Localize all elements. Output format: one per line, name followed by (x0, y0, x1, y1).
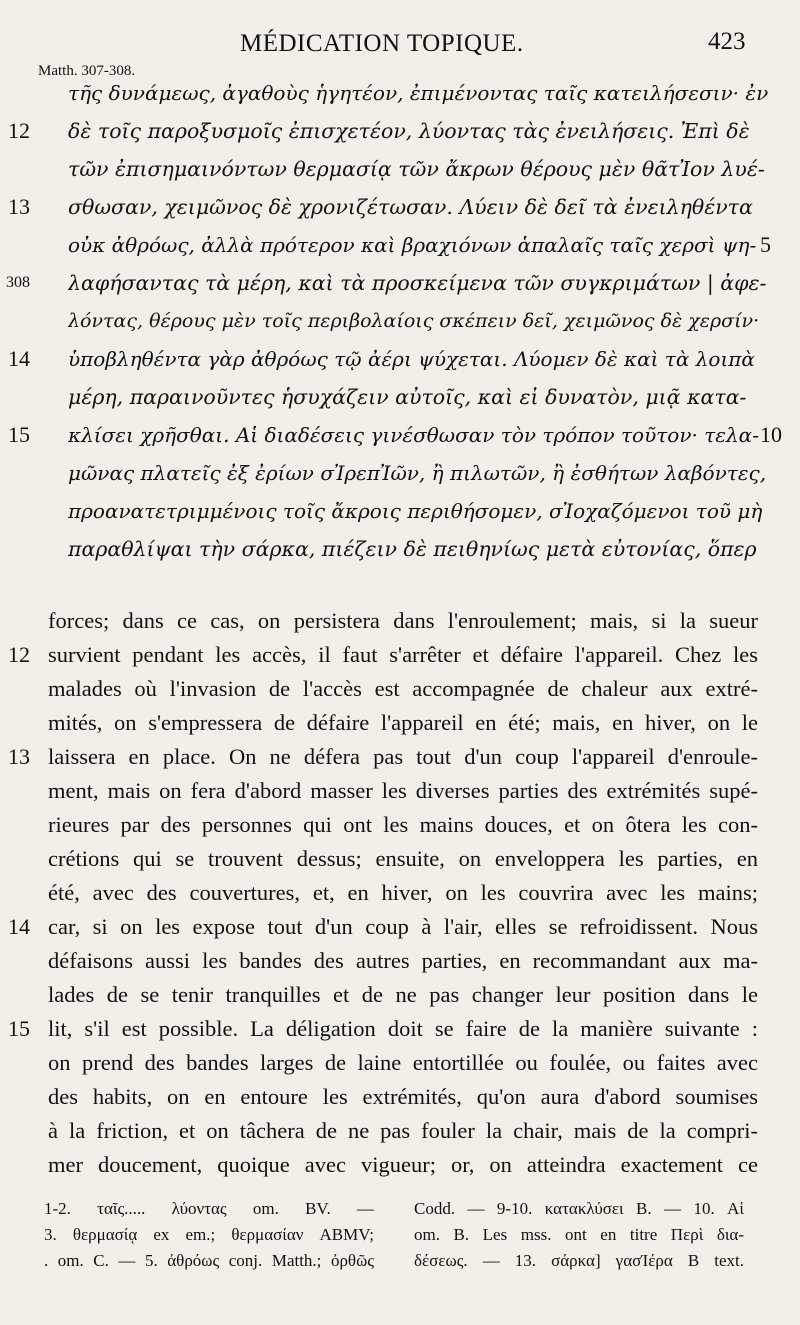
footnote-line: . om. C. — 5. ἀθρόως conj. Matth.; ὀρθῶς (44, 1251, 374, 1270)
french-line: mités, on s'empressera de défaire l'appareil en été; mais, en hiver, on le (48, 710, 758, 735)
french-line: lades de se tenir tranquilles et de ne pas changer leur position dans le (48, 982, 758, 1007)
section-number: 15 (8, 1016, 30, 1041)
french-line: lit, s'il est possible. La déligation doit se faire de la manière suivante : (48, 1016, 758, 1041)
page-number: 423 (708, 28, 746, 55)
french-line: malades où l'invasion de l'accès est accompagnée de chaleur aux extré- (48, 676, 758, 701)
greek-line: μῶνας πλατεῖς ἐξ ἐρίων σἸρεπἸῶν, ἢ πιλωτῶν, ἢ ἐσθήτων λαβόντες, (68, 461, 767, 485)
matthaei-page-reference: Matth. 307-308. (38, 63, 136, 79)
french-line: survient pendant les accès, il faut s'arrêter et défaire l'appareil. Chez les (48, 642, 758, 667)
section-number: 13 (8, 194, 30, 219)
section-number: 12 (8, 118, 30, 143)
section-number: 12 (8, 642, 30, 667)
footnote-line: 3. θερμασίᾳ ex em.; θερμασίαν ABMV; (44, 1225, 374, 1244)
greek-line: τῆς δυνάμεως, ἀγαθοὺς ἡγητέον, ἐπιμένοντας ταῖς κατειλήσεσιν· ἐν (68, 81, 768, 105)
footnote-column-right (414, 1196, 744, 1274)
french-line: ment, mais on fera d'abord masser les diverses parties des extrémités supé- (48, 778, 758, 803)
section-number: 15 (8, 422, 30, 447)
footnote-line: Codd. — 9-10. κατακλύσει B. — 10. Αἱ (414, 1199, 744, 1218)
french-line: crétions qui se trouvent dessus; ensuite, on enveloppera les parties, en (48, 846, 758, 871)
section-number: 14 (8, 346, 30, 371)
line-number: 10 (760, 422, 782, 447)
french-line: mer doucement, quoique avec vigueur; or, on atteindra exactement ce (48, 1152, 758, 1177)
greek-line: παραθλίψαι τὴν σάρκα, πιέζειν δὲ πειθηνίως μετὰ εὐτονίας, ὅπερ (68, 537, 757, 561)
line-number: 5 (760, 232, 771, 257)
greek-line: κλίσει χρῆσθαι. Αἱ διαδέσεις γινέσθωσαν τὸν τρόπον τοῦτον· τελα- (68, 423, 759, 447)
running-head (0, 26, 800, 60)
footnote-line: δέσεως. — 13. σάρκα] γασΊέρα B text. (414, 1251, 744, 1270)
page-title: MÉDICATION TOPIQUE. (240, 30, 524, 57)
section-number: 14 (8, 914, 30, 939)
greek-line: ὑποβληθέντα γὰρ ἀθρόως τῷ ἀέρι ψύχεται. Λύομεν δὲ καὶ τὰ λοιπὰ (68, 347, 755, 371)
french-line: laissera en place. On ne défera pas tout d'un coup l'appareil d'enroule- (48, 744, 758, 769)
greek-line: δὲ τοῖς παροξυσμοῖς ἐπισχετέον, λύοντας τὰς ἐνειλήσεις. Ἐπὶ δὲ (68, 119, 750, 143)
greek-line: λόντας, θέρους μὲν τοῖς περιβολαίοις σκέπειν δεῖ, χειμῶνος δὲ χερσίν· (68, 310, 760, 332)
french-line: défaisons aussi les bandes des autres parties, en recommandant aux ma- (48, 948, 758, 973)
greek-line: οὐκ ἀθρόως, ἀλλὰ πρότερον καὶ βραχιόνων ἁπαλαῖς ταῖς χερσὶ ψη- (68, 233, 757, 257)
french-line: à la friction, et on tâchera de ne pas fouler la chair, mais de la compri- (48, 1118, 758, 1143)
matthaei-page-marker: 308 (6, 274, 30, 291)
footnote-line: 1-2. ταῖς..... λύοντας om. BV. — (44, 1199, 374, 1218)
greek-line: προανατετριμμένοις τοῖς ἄκροις περιθήσομεν, σἸοχαζόμενοι τοῦ μὴ (68, 499, 763, 523)
french-line: été, avec des couvertures, et, en hiver, on les couvrira avec les mains; (48, 880, 758, 905)
greek-line: σθωσαν, χειμῶνος δὲ χρονιζέτωσαν. Λύειν δὲ δεῖ τὰ ἐνειληθέντα (68, 195, 753, 219)
french-line: on prend des bandes larges de laine entortillée ou foulée, ou faites avec (48, 1050, 758, 1075)
footnote-column-left (44, 1196, 374, 1274)
section-number: 13 (8, 744, 30, 769)
greek-line: τῶν ἐπισημαινόντων θερμασίᾳ τῶν ἄκρων θέρους μὲν θᾶτἸον λυέ- (68, 157, 765, 181)
french-line: des habits, on en entoure les extrémités, qu'on aura d'abord soumises (48, 1084, 758, 1109)
french-line: rieures par des personnes qui ont les mains douces, et on ôtera les con- (48, 812, 758, 837)
greek-line: μέρη, παραινοῦντες ἡσυχάζειν αὐτοῖς, καὶ εἰ δυνατὸν, μιᾷ κατα- (68, 385, 747, 409)
greek-line: λαφήσαντας τὰ μέρη, καὶ τὰ προσκείμενα τῶν συγκριμάτων | ἀφε- (68, 271, 767, 295)
footnote-line: om. B. Les mss. ont en titre Περὶ δια- (414, 1225, 744, 1244)
french-line: car, si on les expose tout d'un coup à l'air, elles se refroidissent. Nous (48, 914, 758, 939)
french-line: forces; dans ce cas, on persistera dans l'enroulement; mais, si la sueur (48, 608, 758, 633)
